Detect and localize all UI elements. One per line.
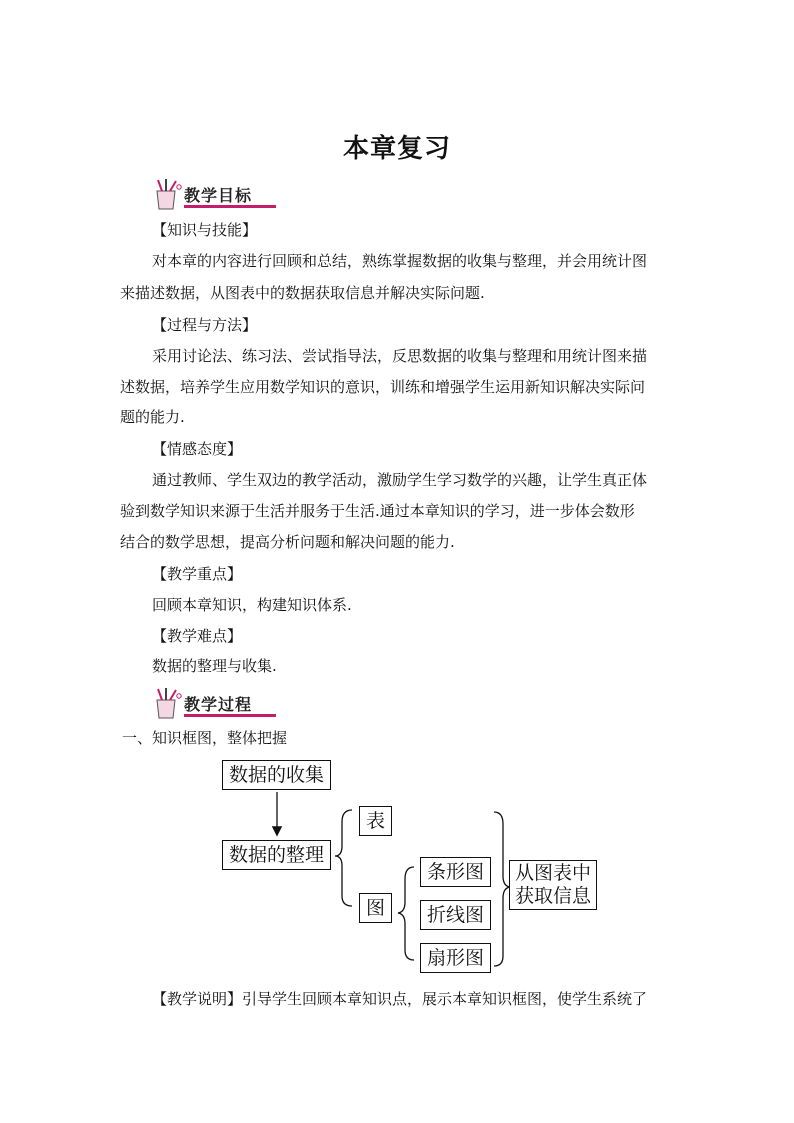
banner-label: 教学目标 xyxy=(184,186,253,205)
heading-emotion: 【情感态度】 xyxy=(152,440,243,458)
heading-knowledge: 【知识与技能】 xyxy=(152,221,258,239)
brace-right xyxy=(494,812,510,966)
paragraph-line: 验到数学知识来源于生活并服务于生活.通过本章知识的学习，进一步体会数形 xyxy=(120,502,635,520)
box-graph: 图 xyxy=(359,893,392,923)
box-line-chart: 折线图 xyxy=(420,900,491,930)
heading-key-point: 【教学重点】 xyxy=(152,565,243,583)
box-get-info-line2: 获取信息 xyxy=(515,885,592,907)
paragraph-line: 题的能力. xyxy=(120,408,185,426)
heading-method: 【过程与方法】 xyxy=(152,316,258,334)
paragraph-line: 结合的数学思想，提高分析问题和解决问题的能力. xyxy=(120,533,455,551)
box-get-info xyxy=(509,860,597,910)
paragraph-line: 通过教师、学生双边的教学活动，激励学生学习数学的兴趣，让学生真正体 xyxy=(152,471,648,489)
step-heading: 一、知识框图，整体把握 xyxy=(122,729,288,747)
paragraph-line: 采用讨论法、练习法、尝试指导法，反思数据的收集与整理和用统计图来描 xyxy=(152,347,648,365)
box-data-organization: 数据的整理 xyxy=(222,840,331,870)
heading-difficult-point: 【教学难点】 xyxy=(152,627,243,645)
paragraph-line: 来描述数据，从图表中的数据获取信息并解决实际问题. xyxy=(120,284,485,302)
brace-left-table-graph xyxy=(335,810,352,906)
paragraph-line: 数据的整理与收集. xyxy=(152,657,277,675)
teaching-note: 【教学说明】引导学生回顾本章知识点，展示本章知识框图，使学生系统了 xyxy=(152,990,648,1008)
paragraph-line: 述数据，培养学生应用数学知识的意识，训练和增强学生运用新知识解决实际问 xyxy=(120,378,646,396)
paragraph-line: 回顾本章知识，构建知识体系. xyxy=(152,596,352,614)
paragraph-line: 对本章的内容进行回顾和总结，熟练掌握数据的收集与整理，并会用统计图 xyxy=(152,252,648,270)
banner-label: 教学过程 xyxy=(184,695,253,714)
box-table: 表 xyxy=(359,806,392,836)
box-bar-chart: 条形图 xyxy=(420,857,491,887)
box-data-collection: 数据的收集 xyxy=(222,760,331,790)
box-pie-chart: 扇形图 xyxy=(420,943,491,973)
brace-left-charts xyxy=(398,867,414,960)
box-get-info-line1: 从图表中 xyxy=(515,862,592,884)
page-title: 本章复习 xyxy=(342,134,451,164)
